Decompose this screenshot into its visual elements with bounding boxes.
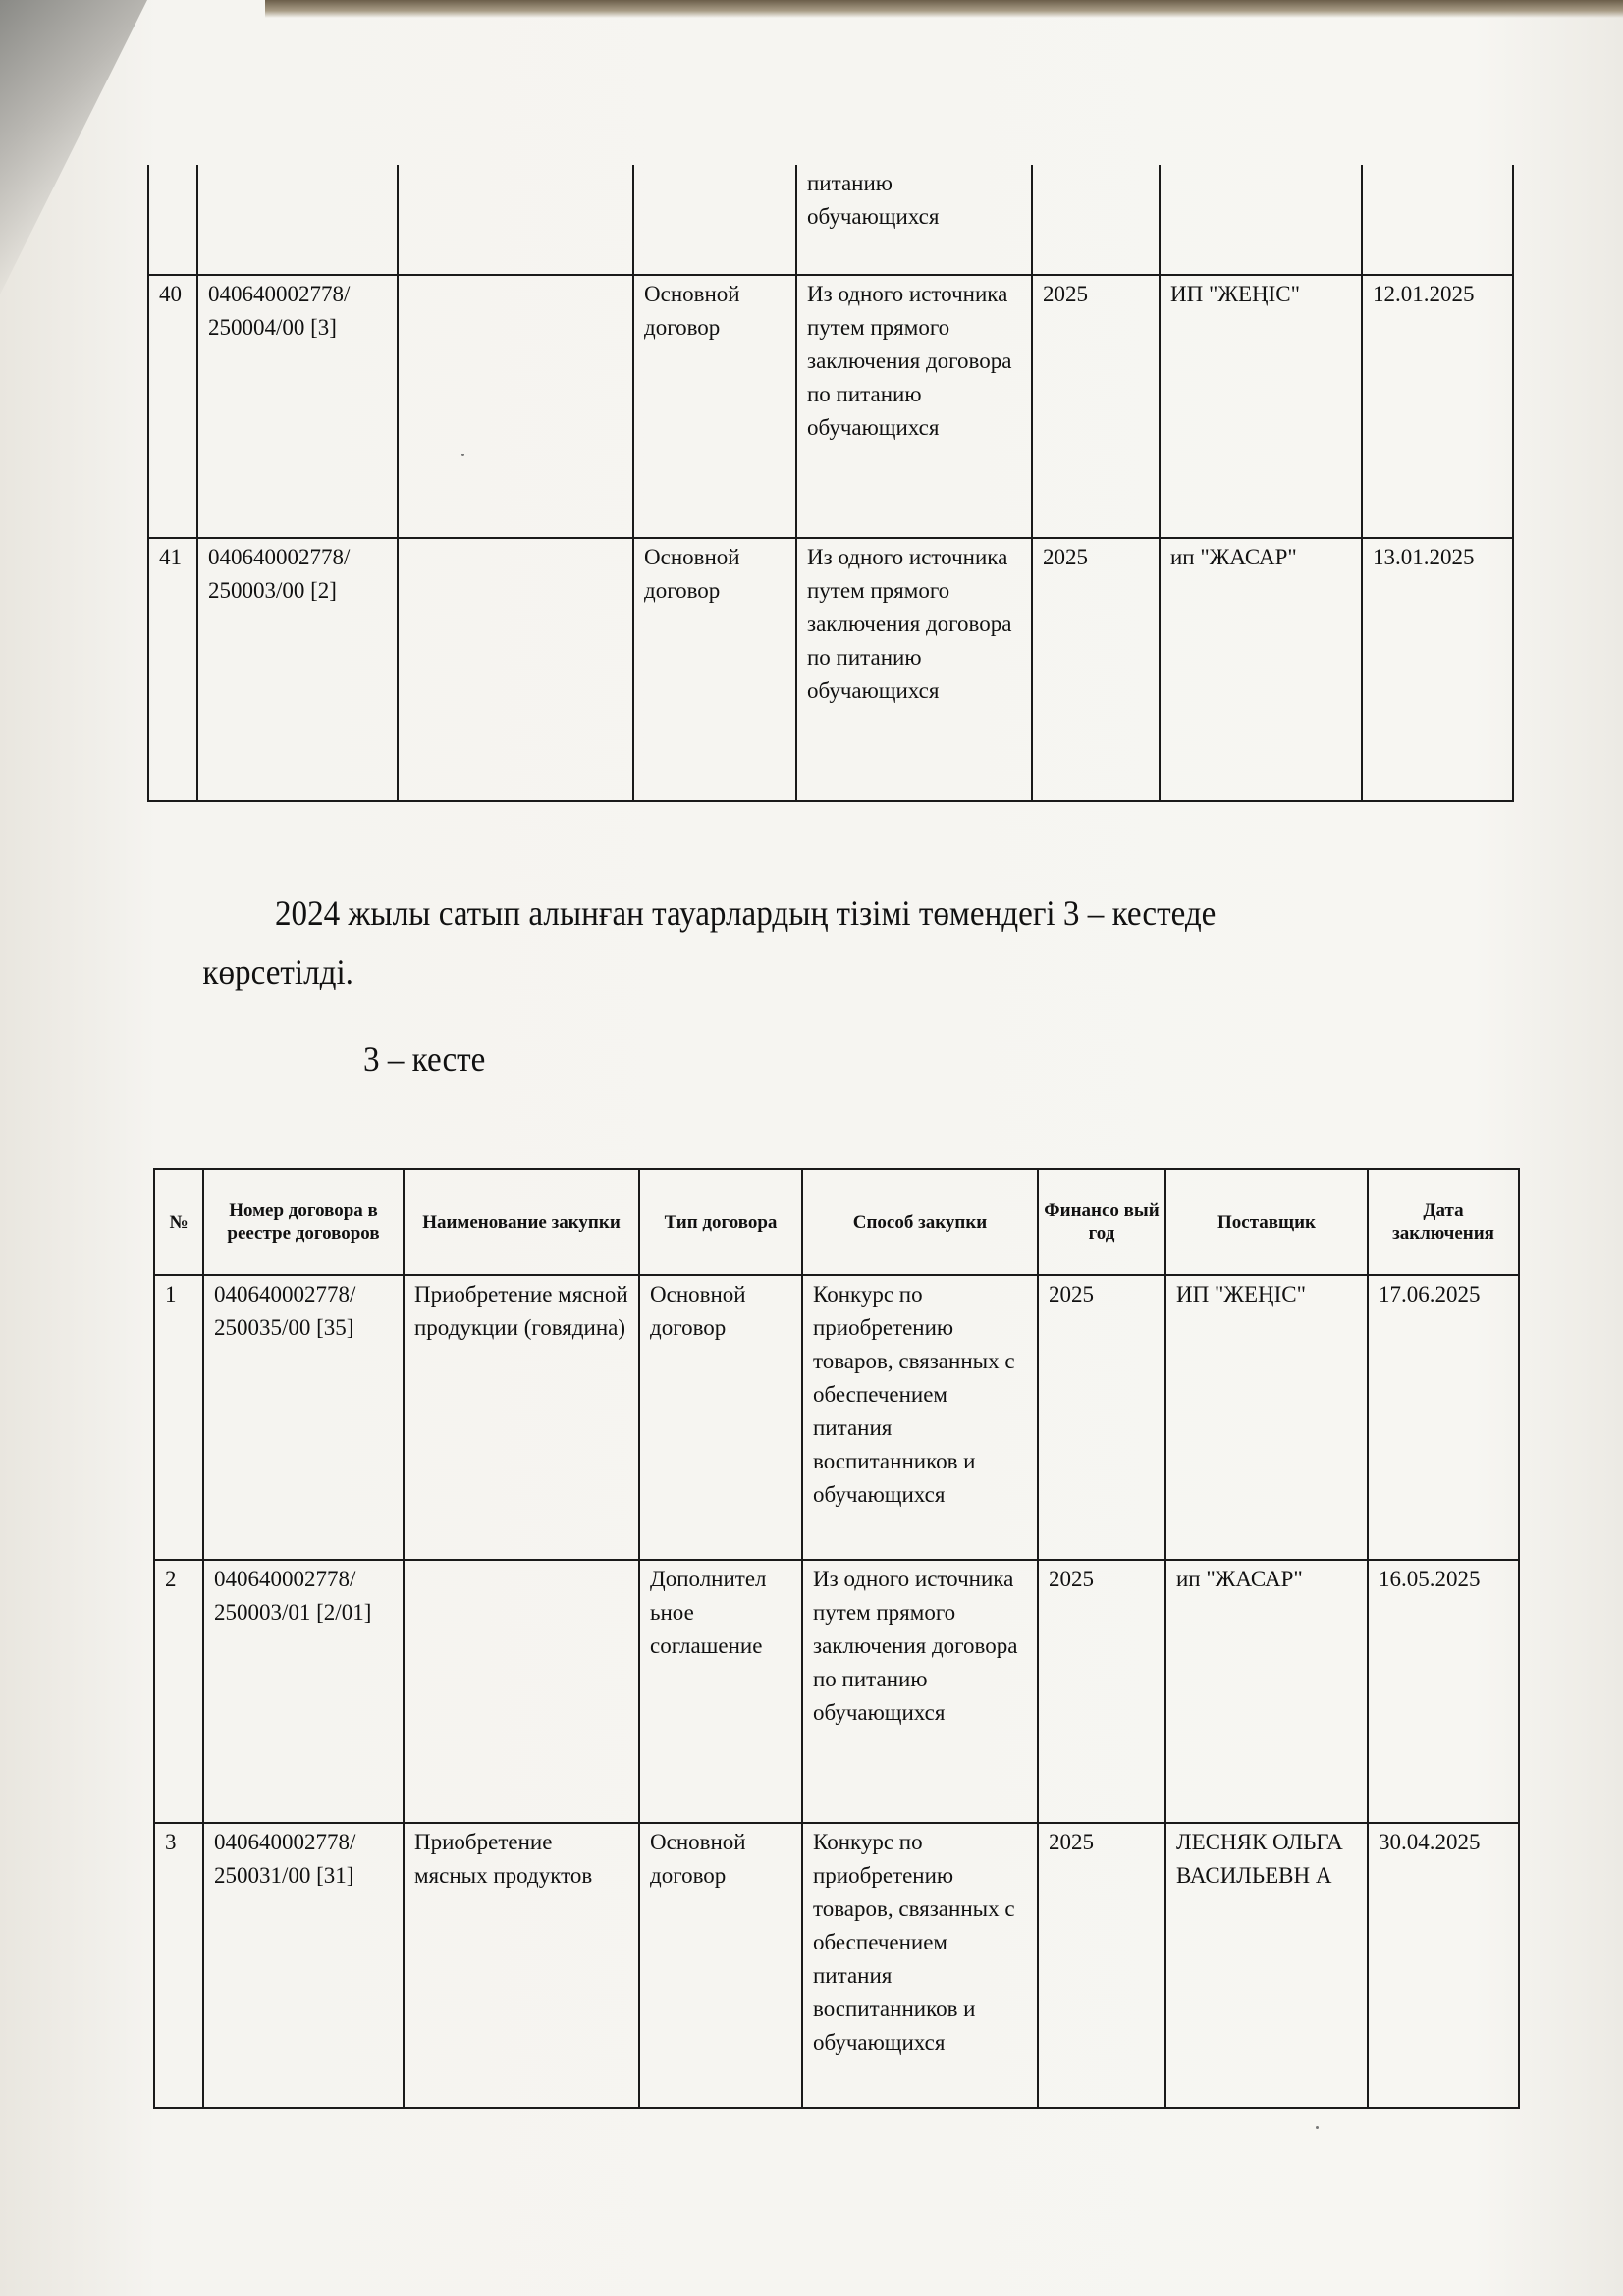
scan-edge	[265, 0, 1623, 18]
table-row	[154, 1275, 1519, 1560]
cell-year: 2025	[1038, 1823, 1165, 2108]
header-supplier: Поставщик	[1165, 1169, 1368, 1275]
cell-num: 3	[154, 1823, 203, 2108]
cell-num: 2	[154, 1560, 203, 1823]
contracts-table-continued	[147, 165, 1514, 802]
cell-contract-no: 040640002778/ 250004/00 [3]	[197, 275, 398, 538]
cell-supplier: ИП "ЖЕҢІС"	[1165, 1275, 1368, 1560]
cell-method: питанию обучающихся	[796, 165, 1032, 275]
header-name: Наименование закупки	[404, 1169, 639, 1275]
table-row	[148, 538, 1513, 801]
cell-name	[398, 165, 633, 275]
cell-num	[148, 165, 197, 275]
cell-name: Приобретение мясной продукции (говядина)	[404, 1275, 639, 1560]
cell-supplier: ЛЕСНЯК ОЛЬГА ВАСИЛЬЕВН А	[1165, 1823, 1368, 2108]
cell-num: 40	[148, 275, 197, 538]
page-corner-fold	[0, 0, 147, 294]
paragraph-line: көрсетілді.	[202, 952, 353, 991]
cell-contract-no	[197, 165, 398, 275]
cell-supplier: ип "ЖАСАР"	[1165, 1560, 1368, 1823]
cell-method: Из одного источника путем прямого заключения договора по питанию обучающихся	[796, 538, 1032, 801]
cell-year	[1032, 165, 1160, 275]
cell-type: Основной договор	[633, 275, 796, 538]
cell-type	[633, 165, 796, 275]
purchases-table	[153, 1168, 1520, 2109]
header-method: Способ закупки	[802, 1169, 1038, 1275]
cell-name: Приобретение мясных продуктов	[404, 1823, 639, 2108]
paragraph-line: 2024 жылы сатып алынған тауарлардың тізімі төмендегі 3 – кестеде	[275, 893, 1217, 933]
scan-speck	[461, 454, 464, 456]
cell-num: 1	[154, 1275, 203, 1560]
cell-type: Основной договор	[633, 538, 796, 801]
cell-type: Основной договор	[639, 1823, 802, 2108]
cell-year: 2025	[1032, 538, 1160, 801]
cell-method: Конкурс по приобретению товаров, связанных с обеспечением питания воспитанников и обучающихся	[802, 1275, 1038, 1560]
cell-supplier	[1160, 165, 1362, 275]
header-date: Дата заключения	[1368, 1169, 1519, 1275]
cell-year: 2025	[1038, 1560, 1165, 1823]
cell-num: 41	[148, 538, 197, 801]
cell-date: 17.06.2025	[1368, 1275, 1519, 1560]
cell-date: 12.01.2025	[1362, 275, 1513, 538]
cell-name	[398, 538, 633, 801]
body-paragraph	[202, 883, 1373, 1001]
cell-year: 2025	[1038, 1275, 1165, 1560]
cell-method: Из одного источника путем прямого заключения договора по питанию обучающихся	[802, 1560, 1038, 1823]
cell-type: Дополнител ьное соглашение	[639, 1560, 802, 1823]
cell-contract-no: 040640002778/ 250003/01 [2/01]	[203, 1560, 404, 1823]
cell-year: 2025	[1032, 275, 1160, 538]
header-year: Финансо вый год	[1038, 1169, 1165, 1275]
scan-speck	[1316, 2126, 1319, 2129]
header-contract-no: Номер договора в реестре договоров	[203, 1169, 404, 1275]
cell-date: 13.01.2025	[1362, 538, 1513, 801]
cell-method: Из одного источника путем прямого заключения договора по питанию обучающихся	[796, 275, 1032, 538]
cell-contract-no: 040640002778/ 250035/00 [35]	[203, 1275, 404, 1560]
header-num: №	[154, 1169, 203, 1275]
cell-date: 30.04.2025	[1368, 1823, 1519, 2108]
header-type: Тип договора	[639, 1169, 802, 1275]
table-row	[154, 1823, 1519, 2108]
cell-contract-no: 040640002778/ 250031/00 [31]	[203, 1823, 404, 2108]
cell-type: Основной договор	[639, 1275, 802, 1560]
cell-name	[398, 275, 633, 538]
cell-date: 16.05.2025	[1368, 1560, 1519, 1823]
cell-name	[404, 1560, 639, 1823]
table-caption: 3 – кесте	[363, 1040, 486, 1079]
cell-date	[1362, 165, 1513, 275]
cell-contract-no: 040640002778/ 250003/00 [2]	[197, 538, 398, 801]
table-row	[148, 165, 1513, 275]
cell-method: Конкурс по приобретению товаров, связанных с обеспечением питания воспитанников и обучающихся	[802, 1823, 1038, 2108]
cell-supplier: ИП "ЖЕҢІС"	[1160, 275, 1362, 538]
cell-supplier: ип "ЖАСАР"	[1160, 538, 1362, 801]
table-header-row	[154, 1169, 1519, 1275]
table-row	[148, 275, 1513, 538]
table-row	[154, 1560, 1519, 1823]
